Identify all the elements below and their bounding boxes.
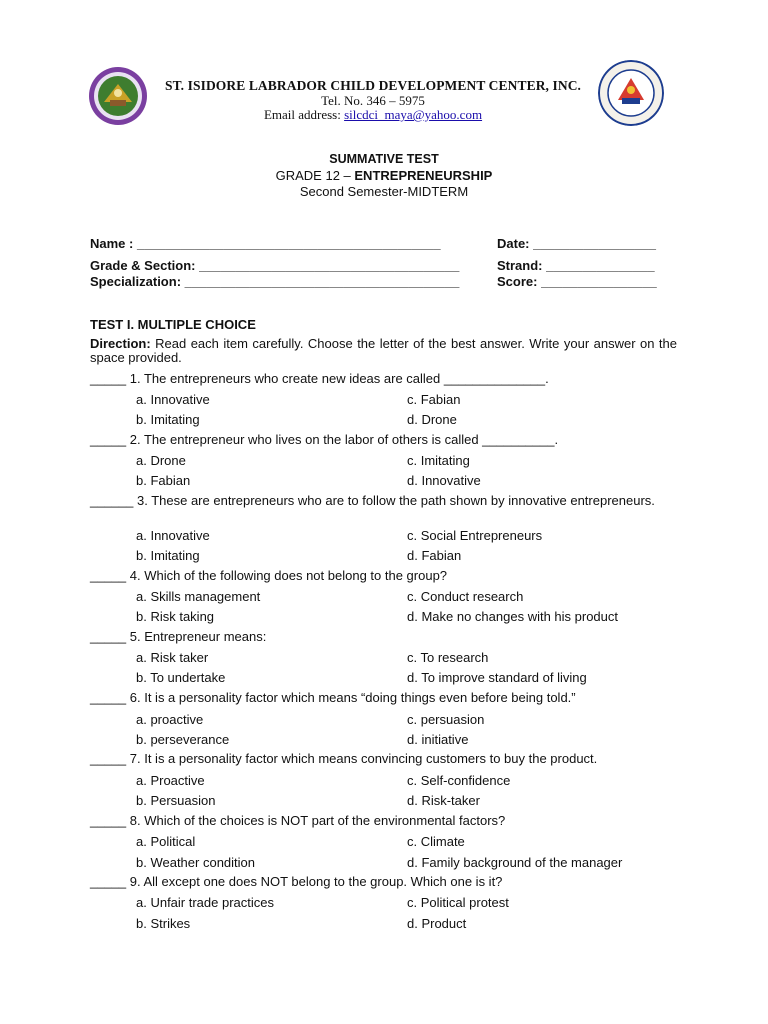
q9-option-a: a. Unfair trade practices [136, 895, 275, 910]
grade-section-field[interactable]: Grade & Section: ____________________________________ [90, 258, 460, 273]
q8-option-d: d. Family background of the manager [407, 855, 623, 870]
question-3: ______ 3. These are entrepreneurs who are to follow the path shown by innovative entrepreneurs. [90, 493, 655, 508]
email-label: Email address: [263, 107, 345, 122]
school-email-line [150, 107, 596, 123]
question-8: _____ 8. Which of the choices is NOT part of the environmental factors? [90, 813, 506, 828]
q1-option-d: d. Drone [407, 412, 457, 427]
test-title: SUMMATIVE TEST [329, 152, 439, 166]
q3-option-b: b. Imitating [136, 548, 200, 563]
grade-subject-line [0, 168, 768, 183]
school-name: ST. ISIDORE LABRADOR CHILD DEVELOPMENT CENTER, INC. [164, 78, 582, 93]
q6-option-b: b. perseverance [136, 732, 230, 747]
q3-option-d: d. Fabian [407, 548, 462, 563]
q9-option-c: c. Political protest [407, 895, 509, 910]
q7-option-d: d. Risk-taker [407, 793, 480, 808]
q1-option-b: b. Imitating [136, 412, 200, 427]
q3-option-a: a. Innovative [136, 528, 210, 543]
q3-option-c: c. Social Entrepreneurs [407, 528, 543, 543]
q9-option-b: b. Strikes [136, 916, 191, 931]
question-7: _____ 7. It is a personality factor which means convincing customers to buy the product. [90, 751, 598, 766]
question-2: _____ 2. The entrepreneur who lives on the labor of others is called __________. [90, 432, 559, 447]
email-link[interactable]: silcdci_maya@yahoo.com [344, 107, 483, 122]
q6-option-d: d. initiative [407, 732, 469, 747]
q5-option-d: d. To improve standard of living [407, 670, 587, 685]
q8-option-a: a. Political [136, 834, 196, 849]
direction-body: Read each item carefully. Choose the letter of the best answer. Write your answer on the space provided. [90, 336, 677, 365]
q6-option-c: c. persuasion [407, 712, 485, 727]
question-4: _____ 4. Which of the following does not belong to the group? [90, 568, 448, 583]
score-field[interactable]: Score: ________________ [497, 274, 657, 289]
school-seal-icon [88, 66, 148, 126]
name-field[interactable]: Name : __________________________________________ [90, 236, 441, 251]
q2-option-c: c. Imitating [407, 453, 470, 468]
q5-option-a: a. Risk taker [136, 650, 209, 665]
question-9: _____ 9. All except one does NOT belong to the group. Which one is it? [90, 874, 503, 889]
q7-option-b: b. Persuasion [136, 793, 216, 808]
q1-option-a: a. Innovative [136, 392, 210, 407]
q8-option-b: b. Weather condition [136, 855, 255, 870]
question-6: _____ 6. It is a personality factor which means “doing things even before being told.” [90, 690, 576, 705]
q2-option-d: d. Innovative [407, 473, 481, 488]
subject-label: ENTREPRENEURSHIP [354, 168, 493, 183]
q5-option-c: c. To research [407, 650, 489, 665]
question-1: _____ 1. The entrepreneurs who create new ideas are called ______________. [90, 371, 549, 386]
strand-field[interactable]: Strand: _______________ [497, 258, 655, 273]
question-5: _____ 5. Entrepreneur means: [90, 629, 267, 644]
q4-option-c: c. Conduct research [407, 589, 524, 604]
q7-option-a: a. Proactive [136, 773, 205, 788]
section-title: TEST I. MULTIPLE CHOICE [90, 317, 256, 332]
q2-option-a: a. Drone [136, 453, 186, 468]
q1-option-c: c. Fabian [407, 392, 461, 407]
semester-label: Second Semester-MIDTERM [299, 184, 469, 199]
q5-option-b: b. To undertake [136, 670, 226, 685]
q4-option-d: d. Make no changes with his product [407, 609, 619, 624]
q4-option-b: b. Risk taking [136, 609, 215, 624]
grade-label: GRADE 12 – [275, 168, 355, 183]
q2-option-b: b. Fabian [136, 473, 191, 488]
school-telephone: Tel. No. 346 – 5975 [321, 93, 425, 108]
direction-text [90, 337, 677, 365]
date-field[interactable]: Date: _________________ [497, 236, 657, 251]
q8-option-c: c. Climate [407, 834, 465, 849]
q7-option-c: c. Self-confidence [407, 773, 511, 788]
q4-option-a: a. Skills management [136, 589, 261, 604]
q6-option-a: a. proactive [136, 712, 204, 727]
direction-label: Direction: [90, 336, 151, 351]
q9-option-d: d. Product [407, 916, 467, 931]
deped-seal-icon [598, 60, 664, 126]
specialization-field[interactable]: Specialization: ______________________________________ [90, 274, 460, 289]
